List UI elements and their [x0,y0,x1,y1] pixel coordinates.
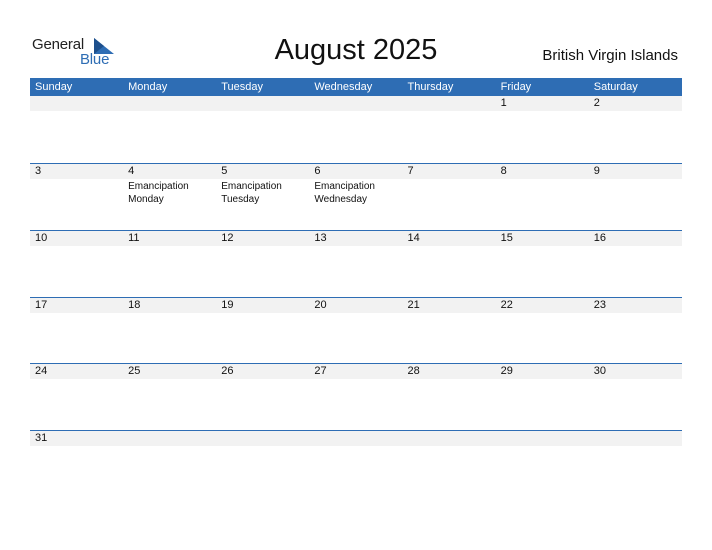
page-title: August 2025 [274,34,438,66]
day-cell [123,364,216,379]
day-number: 9 [589,164,682,179]
day-number: 12 [216,231,309,246]
day-cell [496,231,589,246]
weekday-header [30,78,682,96]
day-number: 7 [403,164,496,179]
day-cell [30,164,123,206]
holiday-label: Emancipation Monday [128,181,189,205]
day-cell [309,298,402,313]
day-number: 1 [496,96,589,111]
day-number: 27 [309,364,402,379]
day-cell [403,431,496,446]
day-cell [123,164,216,206]
day-number: 30 [589,364,682,379]
day-number [403,96,496,111]
day-number: 13 [309,231,402,246]
day-cell [589,298,682,313]
logo-text-general: General [32,36,84,53]
day-cell [216,364,309,379]
day-number [30,96,123,111]
day-number [216,431,309,446]
day-cell [589,96,682,111]
day-cell [496,164,589,206]
day-number: 15 [496,231,589,246]
day-number: 24 [30,364,123,379]
day-cell [123,431,216,446]
day-number [309,96,402,111]
holiday-label: Emancipation Tuesday [221,181,282,205]
day-cell [403,298,496,313]
day-cell [589,231,682,246]
day-number [309,431,402,446]
day-cell [496,431,589,446]
day-number: 19 [216,298,309,313]
day-cell [216,164,309,206]
day-cell [216,231,309,246]
day-number: 20 [309,298,402,313]
day-cell [216,298,309,313]
weekday-thursday: Thursday [407,81,454,93]
weekday-tuesday: Tuesday [221,81,264,93]
weekday-wednesday: Wednesday [314,81,373,93]
day-cell [309,431,402,446]
day-number: 16 [589,231,682,246]
day-cell [589,164,682,206]
day-number: 31 [30,431,123,446]
day-number: 21 [403,298,496,313]
day-cell [30,431,123,446]
day-cell [123,298,216,313]
day-cell [309,231,402,246]
day-cell [589,431,682,446]
day-number: 8 [496,164,589,179]
day-cell [216,431,309,446]
day-number [496,431,589,446]
day-cell [216,96,309,111]
day-number: 18 [123,298,216,313]
day-cell [30,364,123,379]
day-cell [403,96,496,111]
day-number: 29 [496,364,589,379]
day-number: 11 [123,231,216,246]
day-cell [403,164,496,206]
day-number [123,431,216,446]
country-name: British Virgin Islands [542,47,678,64]
day-cell [30,231,123,246]
day-number: 14 [403,231,496,246]
day-number: 3 [30,164,123,179]
logo-text-blue: Blue [80,51,110,68]
day-number [216,96,309,111]
weekday-monday: Monday [128,81,168,93]
day-number [123,96,216,111]
day-number: 23 [589,298,682,313]
day-cell [496,364,589,379]
day-number: 2 [589,96,682,111]
day-number: 26 [216,364,309,379]
day-cell [589,364,682,379]
day-number: 10 [30,231,123,246]
day-number: 25 [123,364,216,379]
holiday-label: Emancipation Wednesday [314,181,375,205]
day-number [403,431,496,446]
weekday-sunday: Sunday [35,81,73,93]
day-cell [496,96,589,111]
day-cell [309,164,402,206]
day-number: 4 [123,164,216,179]
day-cell [309,364,402,379]
day-cell [123,231,216,246]
day-cell [30,298,123,313]
day-number: 5 [216,164,309,179]
day-cell [403,364,496,379]
day-number: 17 [30,298,123,313]
day-cell [30,96,123,111]
day-cell [309,96,402,111]
day-cell [123,96,216,111]
day-number: 6 [309,164,402,179]
weekday-friday: Friday [500,81,532,93]
day-number [589,431,682,446]
weekday-saturday: Saturday [593,81,638,93]
day-number: 22 [496,298,589,313]
day-cell [403,231,496,246]
day-number: 28 [403,364,496,379]
day-cell [496,298,589,313]
